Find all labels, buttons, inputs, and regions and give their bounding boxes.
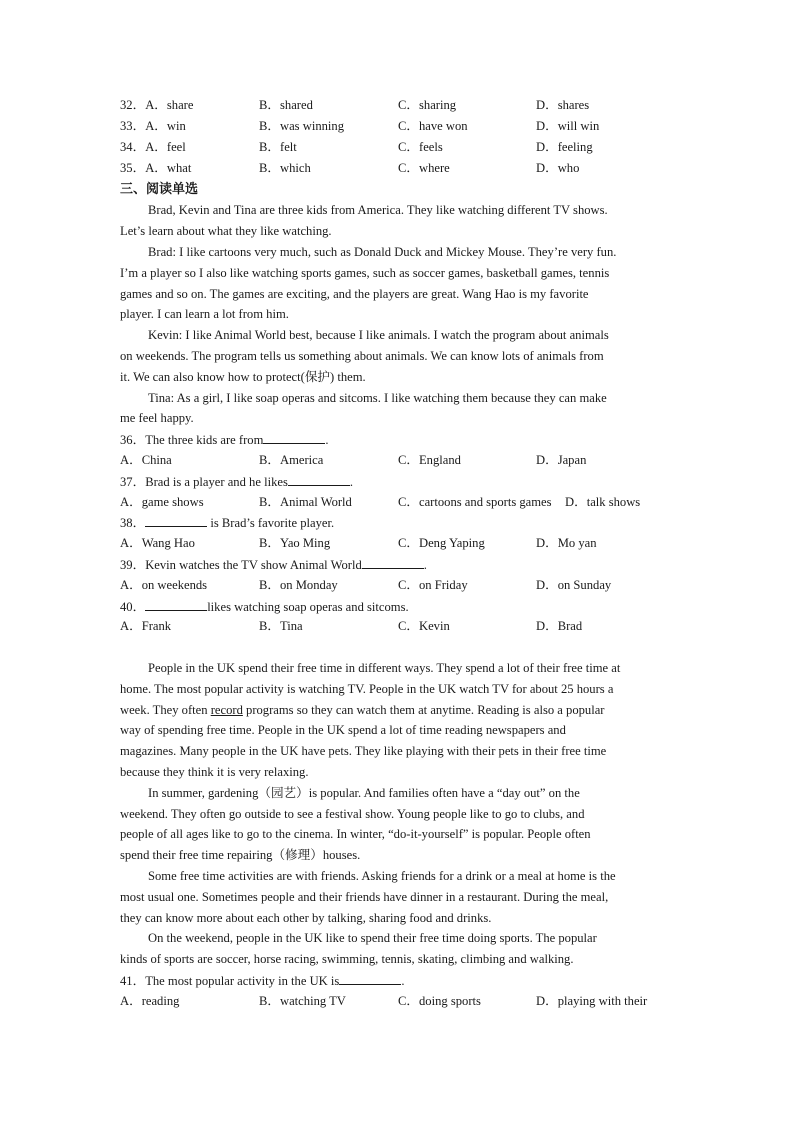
question-41: 41．The most popular activity in the UK is . xyxy=(120,974,405,988)
option-32a: 32．A．share xyxy=(120,98,194,112)
option-33b: B．was winning xyxy=(259,119,345,133)
option-36b: B．America xyxy=(259,453,324,467)
passage-2-line: Some free time activities are with friends. Asking friends for a drink or a meal at home is the xyxy=(148,869,616,883)
option-34d: D．feeling xyxy=(536,140,593,154)
answer-blank xyxy=(362,556,424,569)
passage-2-line: home. The most popular activity is watching TV. People in the UK watch TV for about 25 hours a xyxy=(120,682,614,696)
option-33a: 33．A．win xyxy=(120,119,186,133)
passage-1-line: Brad, Kevin and Tina are three kids from America. They like watching different TV shows. xyxy=(148,203,608,217)
passage-1-line: it. We can also know how to protect(保护) them. xyxy=(120,370,366,384)
passage-1-line: Brad: I like cartoons very much, such as Donald Duck and Mickey Mouse. They’re very fun. xyxy=(148,245,617,259)
option-39d: D．on Sunday xyxy=(536,578,612,592)
passage-2-line: kinds of sports are soccer, horse racing, swimming, tennis, skating, climbing and walking. xyxy=(120,952,574,966)
option-40b: B．Tina xyxy=(259,619,303,633)
passage-2-line: way of spending free time. People in the UK spend a lot of time reading newspapers and xyxy=(120,723,566,737)
passage-1-line: Tina: As a girl, I like soap operas and sitcoms. I like watching them because they can make xyxy=(148,391,607,405)
passage-1-line: Let’s learn about what they like watching. xyxy=(120,224,332,238)
question-39: 39．Kevin watches the TV show Animal World . xyxy=(120,558,427,572)
passage-2-line: because they think it is very relaxing. xyxy=(120,765,309,779)
question-37: 37．Brad is a player and he likes . xyxy=(120,475,354,489)
passage-1-line: games and so on. The games are exciting, and the players are great. Wang Hao is my favorite xyxy=(120,287,589,301)
option-36a: A．China xyxy=(120,453,172,467)
option-39a: A．on weekends xyxy=(120,578,208,592)
option-34a: 34．A．feel xyxy=(120,140,186,154)
option-36c: C．England xyxy=(398,453,461,467)
underlined-word: record xyxy=(210,703,243,717)
answer-blank xyxy=(145,514,207,527)
passage-2-line: People in the UK spend their free time in different ways. They spend a lot of their free time at xyxy=(148,661,621,675)
passage-1-line: player. I can learn a lot from him. xyxy=(120,307,289,321)
passage-1-line: me feel happy. xyxy=(120,411,194,425)
passage-2-line: In summer, gardening（园艺）is popular. And families often have a “day out” on the xyxy=(148,786,580,800)
option-38a: A．Wang Hao xyxy=(120,536,195,550)
option-36d: D．Japan xyxy=(536,453,587,467)
option-33d: D．will win xyxy=(536,119,600,133)
answer-blank xyxy=(339,972,401,985)
passage-2-line: spend their free time repairing（修理）houses. xyxy=(120,848,361,862)
option-41a: A．reading xyxy=(120,994,180,1008)
option-35a: 35．A．what xyxy=(120,161,192,175)
section-title: 三、阅读单选 xyxy=(120,182,199,197)
option-34c: C．feels xyxy=(398,140,443,154)
option-35d: D．who xyxy=(536,161,580,175)
passage-1-line: on weekends. The program tells us something about animals. We can know lots of animals from xyxy=(120,349,604,363)
option-37c: C．cartoons and sports games xyxy=(398,495,552,509)
option-38d: D．Mo yan xyxy=(536,536,597,550)
passage-2-line: week. They often record programs so they can watch them at anytime. Reading is also a popular xyxy=(120,703,605,717)
question-36: 36．The three kids are from . xyxy=(120,433,329,447)
option-40a: A．Frank xyxy=(120,619,172,633)
option-32c: C．sharing xyxy=(398,98,457,112)
option-32d: D．shares xyxy=(536,98,590,112)
passage-2-line: weekend. They often go outside to see a festival show. Young people like to go to clubs, and xyxy=(120,807,585,821)
passage-2-line: people of all ages like to go to the cinema. In winter, “do-it-yourself” is popular. People often xyxy=(120,827,591,841)
option-37a: A．game shows xyxy=(120,495,204,509)
option-41c: C．doing sports xyxy=(398,994,481,1008)
option-34b: B．felt xyxy=(259,140,297,154)
option-40d: D．Brad xyxy=(536,619,583,633)
option-41b: B．watching TV xyxy=(259,994,346,1008)
option-41d: D．playing with their xyxy=(536,994,648,1008)
passage-2-line: On the weekend, people in the UK like to spend their free time doing sports. The popular xyxy=(148,931,597,945)
passage-2-line: magazines. Many people in the UK have pets. They like playing with their pets in their free time xyxy=(120,744,607,758)
passage-1-line: Kevin: I like Animal World best, because I like animals. I watch the program about animals xyxy=(148,328,609,342)
option-40c: C．Kevin xyxy=(398,619,450,633)
option-37d: D．talk shows xyxy=(565,495,641,509)
option-38b: B．Yao Ming xyxy=(259,536,331,550)
option-39b: B．on Monday xyxy=(259,578,338,592)
option-32b: B．shared xyxy=(259,98,313,112)
question-38: 38． is Brad’s favorite player. xyxy=(120,516,335,530)
answer-blank xyxy=(288,473,350,486)
option-35c: C．where xyxy=(398,161,450,175)
answer-blank xyxy=(145,598,207,611)
passage-1-line: I’m a player so I also like watching sports games, such as soccer games, basketball games, tennis xyxy=(120,266,610,280)
question-40: 40． likes watching soap operas and sitcoms. xyxy=(120,600,409,614)
option-35b: B．which xyxy=(259,161,311,175)
option-39c: C．on Friday xyxy=(398,578,468,592)
option-37b: B．Animal World xyxy=(259,495,352,509)
option-33c: C．have won xyxy=(398,119,468,133)
passage-2-line: most usual one. Sometimes people and their friends have dinner in a restaurant. During the meal, xyxy=(120,890,609,904)
answer-blank xyxy=(263,431,325,444)
passage-2-line: they can know more about each other by talking, sharing food and drinks. xyxy=(120,911,492,925)
option-38c: C．Deng Yaping xyxy=(398,536,485,550)
